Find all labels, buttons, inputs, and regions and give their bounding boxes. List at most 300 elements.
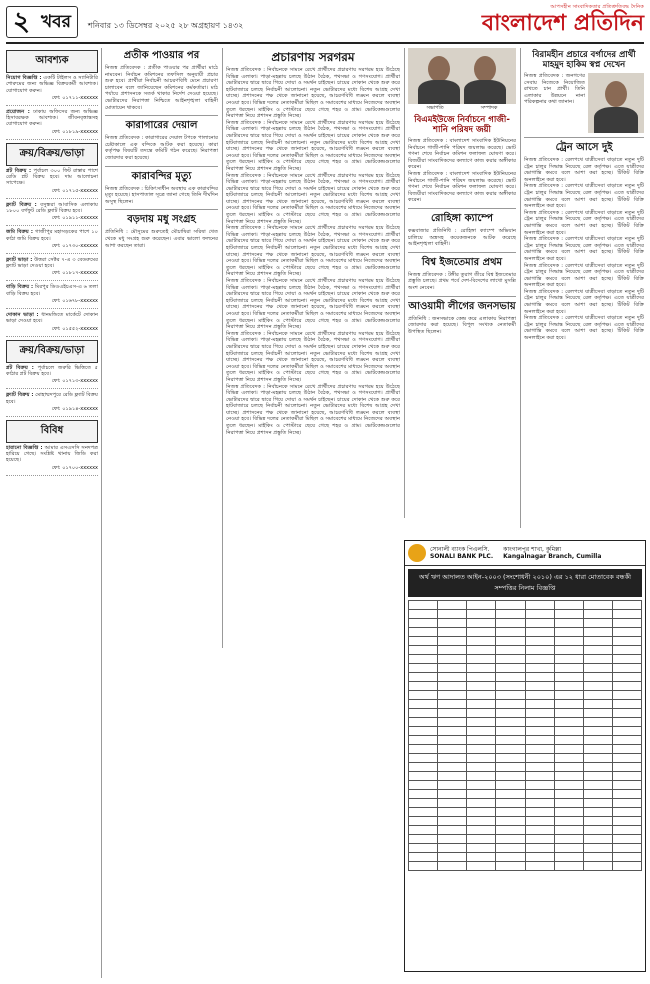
classified-phone: ফো: ০১৫৫২-xxxxxx: [6, 326, 98, 337]
classified-title: ক্রয়/বিক্রয়/ভাড়া: [6, 340, 98, 363]
table-row: [409, 781, 642, 790]
article-body: নিজস্ব প্রতিবেদক : প্রতীক পাওয়ার পর প্রার্থীরা মাঠে নামবেন। নির্বাচন কমিশনের তফসিল অনুযায়ী প্রচার শুরু হবে। প্রার্থীরা নির্বাচনী আচরণবিধি মেনে প্রচারণা চালাবেন বলে জানিয়েছেন কমিশনের কর্মকর্তারা। মাঠ পর্যায়ে প্রশাসনকে সতর্ক থাকার নির্দেশ দেওয়া হয়েছে। ভোটারদের নিরাপত্তা নিশ্চিতে আইনশৃঙ্খলা বাহিনী মোতায়েন থাকবে।: [105, 65, 218, 111]
table-cell: [612, 862, 641, 871]
lead-with-photo: [524, 73, 644, 133]
table-cell: [612, 718, 641, 727]
classified-heading: হারানো বিজ্ঞপ্তি :: [6, 444, 45, 451]
table-cell: [438, 799, 467, 808]
column-rule: [520, 48, 521, 528]
table-cell: [583, 610, 612, 619]
table-cell: [467, 799, 496, 808]
classified-title: আবশ্যক: [6, 50, 98, 73]
classified-ad: [6, 229, 98, 242]
table-cell: [554, 799, 583, 808]
table-cell: [409, 637, 438, 646]
table-cell: [554, 691, 583, 700]
table-row: [409, 727, 642, 736]
table-cell: [467, 835, 496, 844]
table-cell: [554, 601, 583, 610]
table-row: [409, 817, 642, 826]
date-line: শনিবার ১৩ ডিসেম্বর ২০২৫ ২৮ অগ্রহায়ণ ১৪৩২: [88, 21, 244, 30]
table-cell: [612, 700, 641, 709]
divider: [408, 252, 516, 253]
table-cell: [409, 601, 438, 610]
table-row: [409, 718, 642, 727]
table-cell: [612, 655, 641, 664]
table-cell: [612, 637, 641, 646]
table-cell: [496, 772, 525, 781]
table-cell: [496, 628, 525, 637]
classified-ad: [6, 365, 98, 378]
table-cell: [409, 781, 438, 790]
table-cell: [438, 727, 467, 736]
table-row: [409, 826, 642, 835]
table-cell: [496, 826, 525, 835]
classifieds-column: [6, 48, 98, 978]
table-cell: [467, 808, 496, 817]
table-cell: [554, 664, 583, 673]
table-cell: [525, 862, 554, 871]
table-cell: [467, 781, 496, 790]
article-body: নিজস্ব প্রতিবেদক : রেলপথে যাত্রীসেবা বাড়াতে নতুন দুটি ট্রেন চালুর সিদ্ধান্ত নিয়েছে রেল কর্তৃপক্ষ। এতে যাত্রীদের ভোগান্তি কমবে বলে আশা করা হচ্ছে। টিকিট বিক্রি অনলাইনে করা হবে।: [524, 262, 644, 289]
bank-name-en: SONALI BANK PLC.: [430, 553, 494, 560]
table-cell: [525, 835, 554, 844]
article-body: নিজস্ব প্রতিবেদক : নির্বাচনকে সামনে রেখে প্রার্থীদের প্রচারণায় সরগরম হয়ে উঠেছে বিভিন্ন এলাকা। পাড়া-মহল্লায় চলছে উঠান বৈঠক, পথসভা ও গণসংযোগ। প্রার্থীরা ভোটারদের দ্বারে দ্বারে গিয়ে দোয়া ও সমর্থন চাইছেন। চায়ের দোকান থেকে শুরু করে হাটবাজারে চলছে নির্বাচনী আলোচনা। নতুন ভোটারদের মধ্যে বিশেষ আগ্রহ দেখা যাচ্ছে। প্রশাসনের পক্ষ থেকে জানানো হয়েছে, আচরণবিধি লঙ্ঘন করলে ব্যবস্থা নেওয়া হবে। বিভিন্ন দলের নেতাকর্মীরা মিছিল ও সমাবেশের মাধ্যমে নিজেদের অবস্থান তুলে ধরছেন। মাইকিং ও পোস্টারে ছেয়ে গেছে শহর ও গ্রাম। ভোটকেন্দ্রগুলোর নিরাপত্তা নিয়ে প্রশাসন প্রস্তুতি নিচ্ছে।: [226, 172, 400, 225]
table-cell: [438, 835, 467, 844]
table-cell: [467, 691, 496, 700]
divider: [105, 209, 218, 210]
table-cell: [438, 853, 467, 862]
table-cell: [583, 718, 612, 727]
article-body: নিজস্ব প্রতিবেদক : রেলপথে যাত্রীসেবা বাড়াতে নতুন দুটি ট্রেন চালুর সিদ্ধান্ত নিয়েছে রেল কর্তৃপক্ষ। এতে যাত্রীদের ভোগান্তি কমবে বলে আশা করা হচ্ছে। টিকিট বিক্রি অনলাইনে করা হবে।: [524, 183, 644, 210]
table-cell: [525, 763, 554, 772]
classified-heading: প্লট বিক্রয় :: [6, 167, 34, 174]
table-cell: [612, 610, 641, 619]
table-cell: [554, 610, 583, 619]
table-cell: [409, 610, 438, 619]
headline: কারাগারের দেয়াল: [125, 120, 198, 132]
table-cell: [438, 736, 467, 745]
table-cell: [467, 655, 496, 664]
table-cell: [583, 655, 612, 664]
table-cell: [409, 844, 438, 853]
classified-heading: বাড়ি বিক্রয় :: [6, 284, 35, 291]
classified-ad: [6, 257, 98, 270]
classified-heading: প্লট বিক্রয় :: [6, 364, 38, 371]
classified-phone: ফো: ০১৭১৩-xxxxxx: [6, 378, 98, 389]
table-cell: [612, 727, 641, 736]
column-rule: [404, 48, 405, 518]
table-cell: [612, 736, 641, 745]
table-cell: [525, 718, 554, 727]
article-body: প্রতিনিধি : মৌসুমের শুরুতেই মৌচাষিরা সরিষা খেত থেকে মধু সংগ্রহ শুরু করেছেন। এবার ভালো ফলনের আশা করছেন তারা।: [105, 229, 218, 249]
table-cell: [467, 619, 496, 628]
table-cell: [525, 673, 554, 682]
table-cell: [525, 637, 554, 646]
table-cell: [496, 763, 525, 772]
table-cell: [496, 844, 525, 853]
table-cell: [583, 727, 612, 736]
logo-tagline: আপসহীন সাংবাদিকতার প্রতিশ্রুতিবদ্ধ দৈনিক: [550, 4, 644, 10]
table-cell: [496, 637, 525, 646]
table-cell: [583, 790, 612, 799]
photo-leaders: [408, 48, 516, 104]
headline: রোহিঙ্গা ক্যাম্পে: [431, 212, 493, 224]
divider: [524, 137, 644, 138]
article-body: নিজস্ব প্রতিবেদক : রেলপথে যাত্রীসেবা বাড়াতে নতুন দুটি ট্রেন চালুর সিদ্ধান্ত নিয়েছে রেল কর্তৃপক্ষ। এতে যাত্রীদের ভোগান্তি কমবে বলে আশা করা হচ্ছে। টিকিট বিক্রি অনলাইনে করা হবে।: [524, 157, 644, 183]
table-cell: [612, 691, 641, 700]
table-cell: [467, 682, 496, 691]
classified-title: বিবিধ: [6, 420, 98, 443]
table-cell: [409, 691, 438, 700]
table-cell: [583, 646, 612, 655]
news-column-6: [524, 48, 644, 528]
headline: কারাবন্দির মৃত্যু: [131, 170, 192, 182]
table-cell: [467, 601, 496, 610]
table-cell: [409, 718, 438, 727]
table-row: [409, 682, 642, 691]
divider: [105, 115, 218, 116]
table-cell: [554, 646, 583, 655]
table-cell: [554, 619, 583, 628]
table-cell: [525, 772, 554, 781]
table-cell: [525, 781, 554, 790]
table-cell: [467, 862, 496, 871]
table-cell: [554, 772, 583, 781]
table-cell: [438, 601, 467, 610]
table-cell: [612, 646, 641, 655]
table-cell: [612, 682, 641, 691]
table-row: [409, 637, 642, 646]
table-row: [409, 610, 642, 619]
table-cell: [583, 673, 612, 682]
table-cell: [438, 862, 467, 871]
table-cell: [496, 700, 525, 709]
table-cell: [496, 682, 525, 691]
table-cell: [467, 727, 496, 736]
divider: [408, 296, 516, 297]
table-cell: [583, 709, 612, 718]
table-cell: [467, 745, 496, 754]
table-row: [409, 628, 642, 637]
table-cell: [583, 745, 612, 754]
table-cell: [554, 682, 583, 691]
table-cell: [467, 853, 496, 862]
table-row: [409, 835, 642, 844]
table-cell: [409, 763, 438, 772]
section-name: খবর: [41, 12, 71, 32]
table-row: [409, 853, 642, 862]
headline: ট্রেন আসে দুই: [555, 142, 613, 153]
table-cell: [496, 799, 525, 808]
table-cell: [467, 844, 496, 853]
table-cell: [409, 619, 438, 628]
table-cell: [612, 781, 641, 790]
table-cell: [496, 754, 525, 763]
table-cell: [438, 817, 467, 826]
table-cell: [583, 817, 612, 826]
table-cell: [612, 628, 641, 637]
classified-body: একটি টাইলস ও স্যানিটারি শোরুমের জন্য অভিজ্ঞ বিক্রয়কর্মী আবশ্যক। যোগাযোগ করুন।: [6, 75, 98, 94]
table-cell: [554, 862, 583, 871]
table-cell: [496, 727, 525, 736]
branch-name-en: Kangalnagar Branch, Cumilla: [503, 553, 602, 560]
table-cell: [583, 781, 612, 790]
table-cell: [496, 862, 525, 871]
auction-table: [408, 600, 642, 871]
classified-heading: নিয়োগ বিজ্ঞপ্তি :: [6, 75, 44, 81]
classified-body: ঢাকায় অফিসের জন্য অভিজ্ঞ হিসাবরক্ষক আবশ্যক। জীবনবৃত্তান্তসহ যোগাযোগ করুন।: [6, 108, 98, 128]
classified-heading: ফ্ল্যাট বিক্রয় :: [6, 201, 41, 208]
table-cell: [467, 700, 496, 709]
classified-title: ক্রয়/বিক্রয়/ভাড়া: [6, 143, 98, 166]
table-cell: [525, 682, 554, 691]
article-body: নিজস্ব প্রতিবেদক : রেলপথে যাত্রীসেবা বাড়াতে নতুন দুটি ট্রেন চালুর সিদ্ধান্ত নিয়েছে রেল কর্তৃপক্ষ। এতে যাত্রীদের ভোগান্তি কমবে বলে আশা করা হচ্ছে। টিকিট বিক্রি অনলাইনে করা হবে।: [524, 236, 644, 262]
divider: [408, 208, 516, 209]
classified-body: ধানমন্ডিতে মার্কেটে দোকান ভাড়া দেওয়া হবে।: [6, 312, 98, 325]
table-cell: [583, 763, 612, 772]
table-cell: [496, 808, 525, 817]
table-cell: [409, 808, 438, 817]
article-body: নিজস্ব প্রতিবেদক : কারাগারের দেয়াল টপকে পালানোর চেষ্টাকালে এক বন্দিকে আটক করা হয়েছে। কারা কর্তৃপক্ষ বিষয়টি তদন্তে কমিটি গঠন করেছে। নিরাপত্তা জোরদার করা হয়েছে।: [105, 135, 218, 161]
table-row: [409, 844, 642, 853]
table-cell: [496, 736, 525, 745]
table-cell: [467, 709, 496, 718]
classified-body: মিরপুর ডিওএইচএস-এ ৬ তলা বাড়ি বিক্রয় হবে।: [6, 284, 98, 297]
table-cell: [438, 754, 467, 763]
table-cell: [438, 700, 467, 709]
table-cell: [612, 673, 641, 682]
table-row: [409, 601, 642, 610]
table-cell: [496, 610, 525, 619]
logo-text: বাংলাদেশ প্রতিদিন: [481, 11, 644, 36]
page-number-box: [6, 6, 78, 38]
table-cell: [525, 745, 554, 754]
table-cell: [496, 646, 525, 655]
table-cell: [409, 826, 438, 835]
table-row: [409, 655, 642, 664]
table-cell: [583, 664, 612, 673]
table-cell: [438, 646, 467, 655]
table-cell: [409, 835, 438, 844]
headline: প্রচারণায় সরগরম: [271, 50, 355, 64]
table-cell: [467, 763, 496, 772]
table-cell: [438, 844, 467, 853]
classified-phone: ফো: ০১৭৩০-xxxxxx: [6, 243, 98, 254]
table-row: [409, 808, 642, 817]
table-cell: [583, 691, 612, 700]
table-cell: [583, 682, 612, 691]
table-cell: [583, 754, 612, 763]
table-cell: [438, 763, 467, 772]
table-cell: [583, 601, 612, 610]
classified-ad: [6, 202, 98, 215]
classified-phone: ফো: ০১৯১৪-xxxxxx: [6, 406, 98, 417]
table-cell: [409, 790, 438, 799]
article-body: নিজস্ব প্রতিবেদক : রেলপথে যাত্রীসেবা বাড়াতে নতুন দুটি ট্রেন চালুর সিদ্ধান্ত নিয়েছে রেল কর্তৃপক্ষ। এতে যাত্রীদের ভোগান্তি কমবে বলে আশা করা হচ্ছে। টিকিট বিক্রি অনলাইনে করা হবে।: [524, 315, 644, 342]
table-cell: [409, 673, 438, 682]
table-cell: [496, 853, 525, 862]
article-body: নিজস্ব প্রতিবেদক : বাংলাদেশ সাংবাদিক ইউনিয়নের নির্বাচনে গাজী-শানি পরিষদ জয়লাভ করেছে। ভোট গণনা শেষে নির্বাচন কমিশন ফলাফল ঘোষণা করে। বিজয়ীরা সাংবাদিকদের কল্যাণে কাজ করার অঙ্গীকার করেন।: [408, 138, 516, 171]
table-cell: [467, 772, 496, 781]
bank-name-bn: সোনালী ব্যাংক পিএলসি.: [430, 546, 490, 553]
notice-header: [405, 541, 645, 566]
table-cell: [612, 844, 641, 853]
table-cell: [554, 745, 583, 754]
table-cell: [496, 601, 525, 610]
classified-heading: ফ্ল্যাট ভাড়া :: [6, 256, 35, 263]
table-cell: [467, 637, 496, 646]
classified-ad: [6, 75, 98, 94]
table-cell: [409, 700, 438, 709]
table-row: [409, 619, 642, 628]
classified-ad: [6, 392, 98, 405]
table-cell: [525, 646, 554, 655]
classified-phone: ফো: ০১৮১৭-xxxxxx: [6, 270, 98, 281]
article-body: নিজস্ব প্রতিবেদক : নির্বাচনকে সামনে রেখে প্রার্থীদের প্রচারণায় সরগরম হয়ে উঠেছে বিভিন্ন এলাকা। পাড়া-মহল্লায় চলছে উঠান বৈঠক, পথসভা ও গণসংযোগ। প্রার্থীরা ভোটারদের দ্বারে দ্বারে গিয়ে দোয়া ও সমর্থন চাইছেন। চায়ের দোকান থেকে শুরু করে হাটবাজারে চলছে নির্বাচনী আলোচনা। নতুন ভোটারদের মধ্যে বিশেষ আগ্রহ দেখা যাচ্ছে। প্রশাসনের পক্ষ থেকে জানানো হয়েছে, আচরণবিধি লঙ্ঘন করলে ব্যবস্থা নেওয়া হবে। বিভিন্ন দলের নেতাকর্মীরা মিছিল ও সমাবেশের মাধ্যমে নিজেদের অবস্থান তুলে ধরছেন। মাইকিং ও পোস্টারে ছেয়ে গেছে শহর ও গ্রাম। ভোটকেন্দ্রগুলোর নিরাপত্তা নিয়ে প্রশাসন প্রস্তুতি নিচ্ছে।: [226, 119, 400, 172]
table-cell: [525, 817, 554, 826]
table-cell: [409, 817, 438, 826]
table-cell: [612, 826, 641, 835]
classified-list: [6, 365, 98, 417]
bank-logo-icon: [408, 544, 426, 562]
table-cell: [525, 709, 554, 718]
table-cell: [525, 853, 554, 862]
column-rule: [101, 48, 102, 978]
table-cell: [467, 610, 496, 619]
table-cell: [438, 718, 467, 727]
table-cell: [409, 853, 438, 862]
branch-name-bn: কাংগালপুর শাখা, কুমিল্লা: [503, 546, 562, 553]
table-cell: [525, 826, 554, 835]
table-cell: [438, 826, 467, 835]
news-column-3: [226, 48, 400, 708]
classified-ad: [6, 109, 98, 128]
table-cell: [525, 736, 554, 745]
table-cell: [409, 862, 438, 871]
table-cell: [525, 844, 554, 853]
page-number: ২: [13, 7, 30, 37]
classified-ad: [6, 445, 98, 464]
caption-left: সভাপতি: [426, 105, 444, 111]
classified-body: আমার এসএসসি সনদপত্র হারিয়ে গেছে। সংশ্লিষ্ট থানায় জিডি করা হয়েছে।: [6, 444, 98, 464]
table-cell: [525, 619, 554, 628]
table-cell: [554, 718, 583, 727]
table-cell: [438, 781, 467, 790]
table-cell: [583, 619, 612, 628]
table-cell: [467, 628, 496, 637]
article-body: নিজস্ব প্রতিবেদক : চিকিৎসাধীন অবস্থায় এক কারাবন্দির মৃত্যু হয়েছে। হাসপাতাল সূত্রে জানা গেছে তিনি দীর্ঘদিন অসুস্থ ছিলেন।: [105, 185, 218, 205]
table-cell: [583, 637, 612, 646]
table-cell: [409, 655, 438, 664]
divider: [105, 166, 218, 167]
table-cell: [554, 835, 583, 844]
headline: প্রতীক পাওয়ার পর: [123, 50, 200, 61]
table-cell: [554, 781, 583, 790]
table-row: [409, 646, 642, 655]
table-row: [409, 754, 642, 763]
classified-heading: প্রয়োজন :: [6, 108, 34, 115]
classified-body: বসুন্ধরা আবাসিক এলাকায় ১৮০০ বর্গফুট রেডি ফ্ল্যাট বিক্রয় হবে।: [6, 201, 98, 214]
table-cell: [525, 808, 554, 817]
table-row: [409, 772, 642, 781]
table-cell: [612, 664, 641, 673]
article-body: কক্সবাজার প্রতিনিধি : রোহিঙ্গা ক্যাম্পে অভিযান চালিয়ে অস্ত্রসহ কয়েকজনকে আটক করেছে আইনশৃঙ্খলা বাহিনী।: [408, 227, 516, 248]
news-column-2: [105, 48, 218, 648]
table-cell: [554, 727, 583, 736]
classified-ad: [6, 168, 98, 187]
table-cell: [438, 691, 467, 700]
table-cell: [583, 799, 612, 808]
headline: বিএমইউজে নির্বাচনে গাজী-শানি পরিষদ জয়ী: [414, 115, 510, 135]
table-cell: [612, 808, 641, 817]
classified-phone: ফো: ০১৭১৫-xxxxxx: [6, 188, 98, 199]
classified-heading: জমি বিক্রয় :: [6, 229, 36, 236]
table-cell: [554, 637, 583, 646]
table-cell: [554, 808, 583, 817]
table-cell: [612, 853, 641, 862]
article-body: নিজস্ব প্রতিবেদক : নির্বাচনকে সামনে রেখে প্রার্থীদের প্রচারণায় সরগরম হয়ে উঠেছে বিভিন্ন এলাকা। পাড়া-মহল্লায় চলছে উঠান বৈঠক, পথসভা ও গণসংযোগ। প্রার্থীরা ভোটারদের দ্বারে দ্বারে গিয়ে দোয়া ও সমর্থন চাইছেন। চায়ের দোকান থেকে শুরু করে হাটবাজারে চলছে নির্বাচনী আলোচনা। নতুন ভোটারদের মধ্যে বিশেষ আগ্রহ দেখা যাচ্ছে। প্রশাসনের পক্ষ থেকে জানানো হয়েছে, আচরণবিধি লঙ্ঘন করলে ব্যবস্থা নেওয়া হবে। বিভিন্ন দলের নেতাকর্মীরা মিছিল ও সমাবেশের মাধ্যমে নিজেদের অবস্থান তুলে ধরছেন। মাইকিং ও পোস্টারে ছেয়ে গেছে শহর ও গ্রাম। ভোটকেন্দ্রগুলোর নিরাপত্তা নিয়ে প্রশাসন প্রস্তুতি নিচ্ছে।: [226, 225, 400, 278]
table-row: [409, 799, 642, 808]
table-cell: [525, 664, 554, 673]
table-row: [409, 664, 642, 673]
masthead-logo: [444, 4, 644, 38]
table-cell: [496, 673, 525, 682]
table-cell: [525, 790, 554, 799]
page-header: [6, 4, 644, 44]
table-cell: [612, 790, 641, 799]
table-cell: [438, 619, 467, 628]
table-cell: [438, 610, 467, 619]
table-cell: [554, 628, 583, 637]
classified-phone: ফো: ০১৭০০-xxxxxx: [6, 465, 98, 476]
table-cell: [612, 799, 641, 808]
table-cell: [438, 709, 467, 718]
table-cell: [496, 817, 525, 826]
article-body: নিজস্ব প্রতিবেদক : রেলপথে যাত্রীসেবা বাড়াতে নতুন দুটি ট্রেন চালুর সিদ্ধান্ত নিয়েছে রেল কর্তৃপক্ষ। এতে যাত্রীদের ভোগান্তি কমবে বলে আশা করা হচ্ছে। টিকিট বিক্রি অনলাইনে করা হবে।: [524, 288, 644, 315]
headline: বিরামহীন প্রচারে বর্গাদের প্রার্থী মাহমুদ হাকিম স্বপ্ন দেখেন: [532, 50, 636, 70]
news-column-4: [408, 48, 516, 518]
table-cell: [438, 682, 467, 691]
classified-phone: ফো: ০১৯১১-xxxxxx: [6, 215, 98, 226]
column-rule: [222, 48, 223, 648]
table-cell: [525, 628, 554, 637]
classified-list: [6, 75, 98, 140]
classified-body: গাজীপুর মহাসড়কের পাশে ১০ কাঠা জমি বিক্রয় হবে।: [6, 229, 98, 242]
table-cell: [525, 700, 554, 709]
table-cell: [554, 790, 583, 799]
table-cell: [438, 655, 467, 664]
headline: আওয়ামী লীগের জনসভায়: [408, 300, 516, 312]
table-cell: [554, 817, 583, 826]
article-body: নিজস্ব প্রতিবেদক : বাংলাদেশ সাংবাদিক ইউনিয়নের নির্বাচনে গাজী-শানি পরিষদ জয়লাভ করেছে। ভোট গণনা শেষে নির্বাচন কমিশন ফলাফল ঘোষণা করে। বিজয়ীরা সাংবাদিকদের কল্যাণে কাজ করার অঙ্গীকার করেন।: [408, 170, 516, 204]
headline: বিশ্ব ইজতেমার প্রথম: [421, 256, 503, 268]
table-row: [409, 709, 642, 718]
table-cell: [409, 736, 438, 745]
table-cell: [438, 745, 467, 754]
table-cell: [583, 862, 612, 871]
table-cell: [409, 727, 438, 736]
classified-ad: [6, 312, 98, 325]
article-body: নিজস্ব প্রতিবেদক : নির্বাচনকে সামনে রেখে প্রার্থীদের প্রচারণায় সরগরম হয়ে উঠেছে বিভিন্ন এলাকা। পাড়া-মহল্লায় চলছে উঠান বৈঠক, পথসভা ও গণসংযোগ। প্রার্থীরা ভোটারদের দ্বারে দ্বারে গিয়ে দোয়া ও সমর্থন চাইছেন। চায়ের দোকান থেকে শুরু করে হাটবাজারে চলছে নির্বাচনী আলোচনা। নতুন ভোটারদের মধ্যে বিশেষ আগ্রহ দেখা যাচ্ছে। প্রশাসনের পক্ষ থেকে জানানো হয়েছে, আচরণবিধি লঙ্ঘন করলে ব্যবস্থা নেওয়া হবে। বিভিন্ন দলের নেতাকর্মীরা মিছিল ও সমাবেশের মাধ্যমে নিজেদের অবস্থান তুলে ধরছেন। মাইকিং ও পোস্টারে ছেয়ে গেছে শহর ও গ্রাম। ভোটকেন্দ্রগুলোর নিরাপত্তা নিয়ে প্রশাসন প্রস্তুতি নিচ্ছে।: [226, 383, 400, 436]
table-cell: [467, 646, 496, 655]
table-cell: [554, 655, 583, 664]
classified-list: [6, 168, 98, 337]
table-cell: [612, 754, 641, 763]
table-cell: [583, 853, 612, 862]
headline: বড়দায় মধু সংগ্রহ: [127, 214, 196, 226]
table-cell: [525, 691, 554, 700]
